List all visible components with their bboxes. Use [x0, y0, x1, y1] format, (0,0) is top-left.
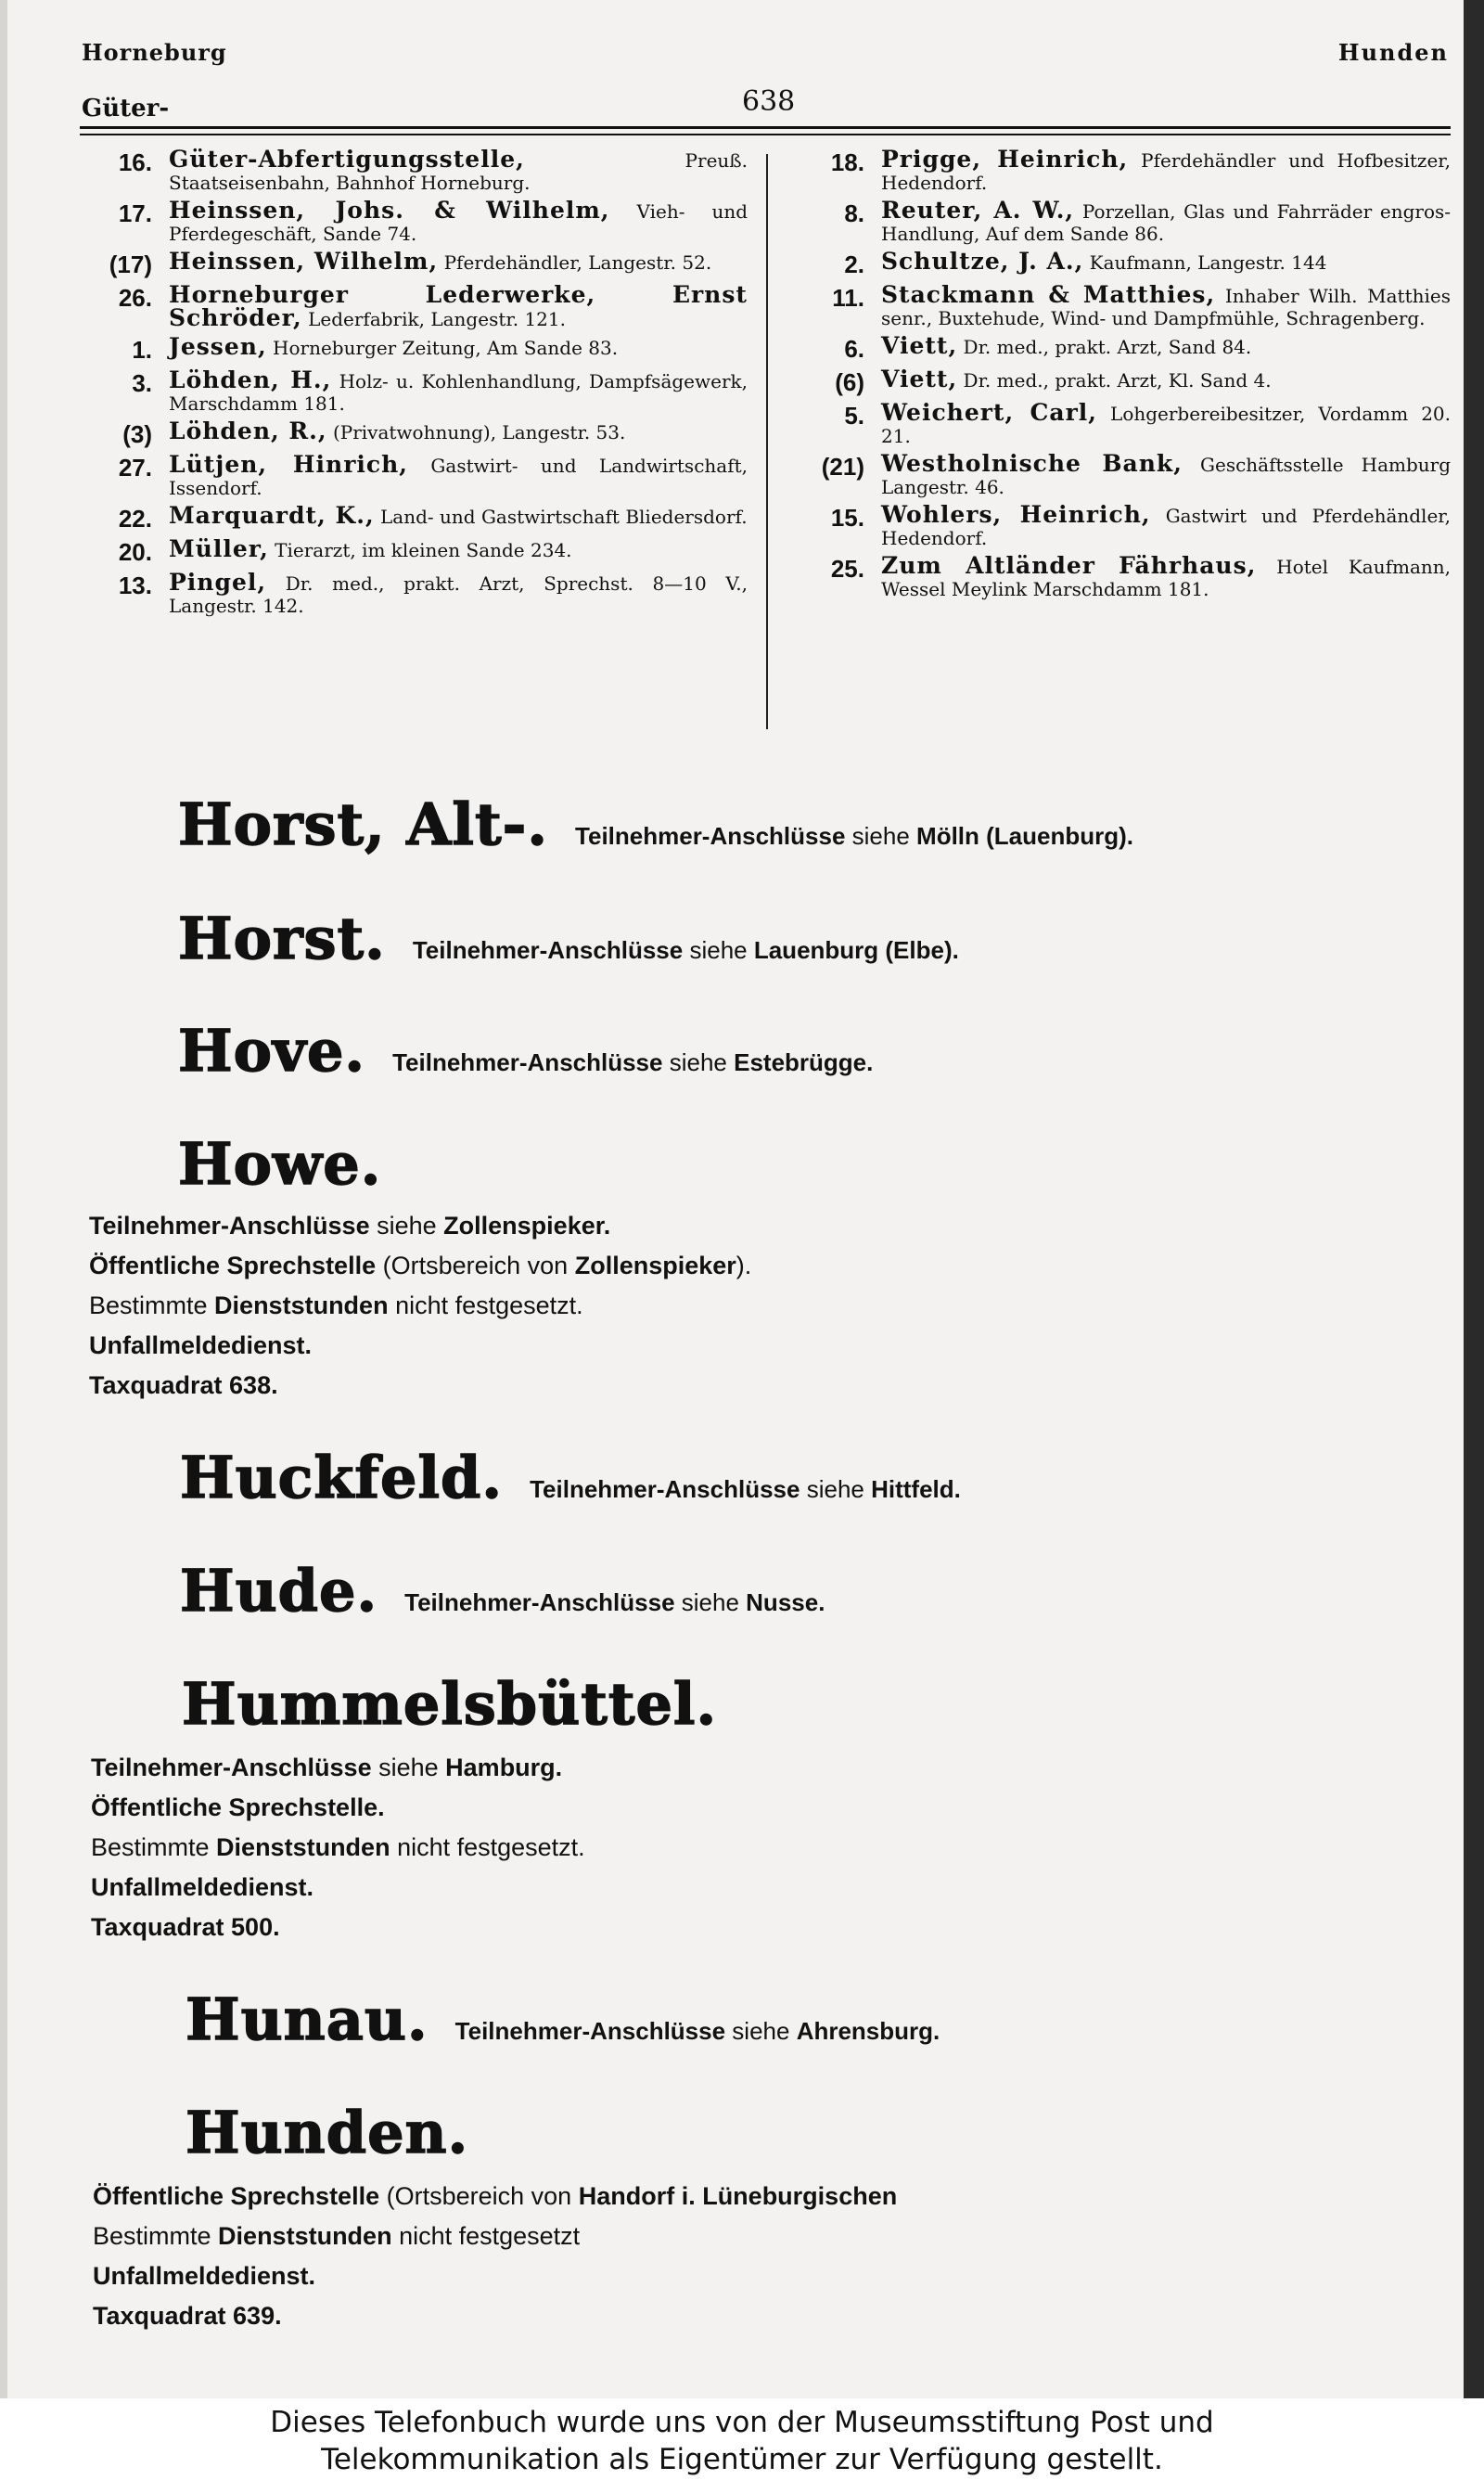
listing-entry	[800, 281, 1452, 329]
entry-name: Zum Altländer Fährhaus,	[881, 552, 1257, 579]
entry-text	[881, 148, 1451, 194]
entry-number: (17)	[109, 251, 152, 278]
entry-name: Lütjen, Hinrich,	[169, 451, 408, 478]
entry-number: 1.	[132, 336, 152, 364]
hunden-line-tax	[93, 2296, 282, 2335]
entry-text	[881, 399, 1452, 447]
label: Teilnehmer-Anschlüsse	[91, 1754, 372, 1781]
entry-details: Pferdehändler und Hofbesitzer, Hedendorf.	[881, 149, 1451, 194]
entry-name: Reuter, A. W.,	[881, 197, 1075, 224]
place-reference	[455, 2017, 940, 2046]
reference-target: Hittfeld.	[871, 1475, 961, 1503]
entry-details: Hotel Kaufmann, Wessel Meylink Marschdamm 181.	[881, 556, 1452, 600]
howe-line-connections	[89, 1206, 610, 1245]
entry-details: Pferdehändler, Langestr. 52.	[443, 251, 712, 274]
place-hude	[180, 1557, 1484, 1625]
howe-line-accident	[89, 1326, 312, 1365]
column-separator	[766, 154, 768, 729]
entry-text	[881, 199, 1451, 245]
label: Öffentliche Sprechstelle	[89, 1252, 377, 1279]
entry-number: 15.	[830, 504, 864, 532]
header-rule-thin	[80, 134, 1451, 135]
place-hummelsbuettel	[182, 1670, 1484, 1738]
entry-name: Weichert, Carl,	[881, 399, 1097, 426]
place-hove	[178, 1017, 1484, 1085]
entry-details: Lohgerbereibesitzer, Vordamm 20. 21.	[881, 403, 1452, 447]
siehe: siehe	[377, 1212, 437, 1240]
reference-label: Teilnehmer-Anschlüsse	[454, 2017, 726, 2045]
listing-entry	[87, 502, 748, 533]
reference-word: siehe	[681, 1588, 739, 1616]
reference-target: Estebrügge.	[734, 1048, 874, 1076]
entry-number: 13.	[118, 572, 152, 599]
reference-label: Teilnehmer-Anschlüsse	[392, 1048, 663, 1076]
entry-name: Viett,	[881, 366, 958, 392]
entry-name: Löhden, R.,	[169, 418, 327, 444]
entry-name: Heinssen, Wilhelm,	[169, 248, 439, 275]
entry-text	[169, 366, 748, 415]
header-left-place: Horneburg	[82, 39, 227, 66]
listing-entry	[800, 332, 1451, 363]
a: Bestimmte	[91, 1833, 210, 1861]
entry-details: Geschäftsstelle Hamburg Langestr. 46.	[881, 454, 1451, 498]
place-title: Horst, Alt-.	[178, 790, 548, 858]
entry-text	[169, 569, 748, 617]
hunden-line-public-station	[93, 2177, 897, 2216]
reference-target: Lauenburg (Elbe).	[753, 936, 959, 964]
listing-entry	[87, 451, 748, 499]
entry-text	[169, 420, 748, 448]
entry-number: 27.	[118, 454, 152, 482]
entry-number: 11.	[832, 284, 864, 312]
b: Dienststunden	[216, 1833, 390, 1861]
entry-number: 26.	[118, 284, 152, 312]
entry-name: Heinssen, Johs. & Wilhelm,	[169, 197, 610, 224]
place-title: Hunau.	[186, 1985, 429, 2053]
entry-number: 16.	[118, 148, 152, 176]
listing-entry	[800, 248, 1451, 278]
place-title: Howe.	[178, 1130, 382, 1198]
entry-details: Vieh- und Pferdegeschäft, Sande 74.	[169, 200, 748, 245]
c: nicht festgesetzt	[399, 2222, 581, 2250]
entry-text	[169, 451, 748, 499]
listing-entry	[87, 569, 748, 617]
entry-name: Jessen,	[169, 333, 267, 360]
target: Hamburg.	[445, 1754, 563, 1781]
listing-entry	[800, 399, 1452, 447]
place-reference	[404, 1588, 825, 1617]
page-number: 638	[742, 85, 796, 118]
text: Taxquadrat 639.	[93, 2302, 282, 2330]
hummelsbuettel-line-tax	[91, 1908, 280, 1947]
entry-number: 22.	[118, 505, 152, 533]
listing-entry	[800, 368, 1451, 396]
entry-details: Horneburger Zeitung, Am Sande 83.	[273, 337, 619, 359]
hunden-line-hours	[93, 2217, 580, 2255]
reference-word: siehe	[851, 822, 910, 850]
entry-text	[169, 248, 748, 278]
reference-word: siehe	[669, 1048, 727, 1076]
entry-details: Gastwirt und Pferdehändler, Hedendorf.	[881, 505, 1452, 549]
entry-name: Wohlers, Heinrich,	[881, 501, 1151, 528]
listing-entry	[87, 199, 748, 245]
listing-entry	[87, 366, 748, 415]
entry-details: Porzellan, Glas und Fahrräder engros-Handlung, Auf dem Sande 86.	[881, 200, 1452, 245]
entry-text	[881, 552, 1452, 600]
reference-label: Teilnehmer-Anschlüsse	[575, 822, 846, 850]
entry-number: 18.	[830, 148, 864, 176]
howe-line-public-station	[89, 1246, 751, 1285]
entry-name: Westholnische Bank,	[881, 450, 1183, 477]
siehe: siehe	[378, 1754, 439, 1781]
place-horst-alt	[178, 790, 1484, 858]
reference-word: siehe	[689, 936, 748, 964]
entry-name: Löhden, H.,	[169, 366, 332, 393]
reference-label: Teilnehmer-Anschlüsse	[404, 1588, 675, 1616]
place-horst	[178, 905, 1484, 972]
reference-target: Mölln (Lauenburg).	[916, 822, 1134, 850]
place-title: Huckfeld.	[180, 1444, 503, 1511]
copyright-footer	[0, 2398, 1484, 2480]
entry-text	[881, 281, 1452, 329]
entry-number: (3)	[122, 420, 152, 448]
entry-text	[881, 501, 1452, 549]
place-reference	[392, 1048, 873, 1077]
entry-text	[881, 248, 1451, 278]
listing-entry	[87, 535, 748, 566]
entry-details: Land- und Gastwirtschaft Bliedersdorf.	[380, 506, 748, 528]
listing-entry	[800, 450, 1451, 498]
entry-text	[169, 502, 748, 533]
target: Handorf i. Lüneburgischen	[578, 2182, 898, 2210]
reference-label: Teilnehmer-Anschlüsse	[530, 1475, 800, 1503]
a: Bestimmte	[89, 1291, 208, 1319]
entry-text	[169, 199, 748, 245]
left-listing-column	[87, 148, 748, 623]
entry-number: (21)	[821, 453, 864, 481]
c: nicht festgesetzt.	[395, 1291, 583, 1319]
entry-details: Inhaber Wilh. Matthies senr., Buxtehude, Wind- und Dampfmühle, Schragenberg.	[881, 285, 1452, 329]
text: Taxquadrat 500.	[91, 1913, 280, 1941]
howe-line-hours	[89, 1286, 583, 1325]
entry-details: Dr. med., prakt. Arzt, Sand 84.	[963, 336, 1252, 358]
place-hunau	[186, 1985, 1484, 2053]
b: Dienststunden	[218, 2222, 392, 2250]
entry-number: 3.	[132, 369, 152, 397]
listing-entry	[87, 148, 748, 194]
entry-text	[169, 535, 748, 566]
area: (Ortsbereich von	[382, 1252, 569, 1279]
listing-entry	[800, 199, 1451, 245]
entry-number: 8.	[844, 199, 864, 227]
entry-name: Pingel,	[169, 569, 267, 596]
entry-details: Preuß. Staatseisenbahn, Bahnhof Horneburg.	[169, 149, 748, 194]
reference-word: siehe	[732, 2017, 790, 2045]
c: nicht festgesetzt.	[397, 1833, 585, 1861]
entry-number: (6)	[835, 368, 864, 396]
footer-line-1: Dieses Telefonbuch wurde uns von der Museumsstiftung Post und	[270, 2406, 1214, 2439]
reference-label: Teilnehmer-Anschlüsse	[412, 936, 684, 964]
place-title: Horst.	[178, 905, 386, 972]
text: Taxquadrat 638.	[89, 1371, 278, 1399]
listing-entry	[87, 333, 748, 364]
place-howe	[178, 1130, 1484, 1198]
right-listing-column	[800, 148, 1451, 606]
place-reference	[575, 822, 1133, 851]
header-left-sub: Güter-	[82, 95, 170, 122]
place-title: Hummelsbüttel.	[182, 1670, 718, 1738]
entry-text	[169, 148, 748, 194]
entry-name: Marquardt, K.,	[169, 502, 375, 529]
entry-details: (Privatwohnung), Langestr. 53.	[332, 421, 626, 443]
entry-text	[881, 368, 1451, 396]
header-right-place: Hunden	[1337, 39, 1449, 66]
place-reference	[413, 936, 959, 965]
hummelsbuettel-line-hours	[91, 1828, 585, 1867]
target: Zollenspieker	[574, 1252, 736, 1279]
entry-number: 2.	[844, 251, 864, 278]
entry-details: Dr. med., prakt. Arzt, Kl. Sand 4.	[963, 369, 1272, 392]
listing-entry	[87, 281, 748, 331]
place-title: Hude.	[180, 1557, 378, 1625]
close: ).	[736, 1252, 752, 1279]
entry-name: Müller,	[169, 535, 269, 562]
footer-line-2: Telekommunikation als Eigentümer zur Verfügung gestellt.	[321, 2443, 1163, 2476]
entry-number: 25.	[830, 555, 864, 583]
place-huckfeld	[180, 1444, 1484, 1511]
page-left-edge	[0, 0, 7, 2398]
entry-text	[881, 450, 1451, 498]
entry-number: 20.	[118, 538, 152, 566]
listing-entry	[800, 501, 1452, 549]
entry-number: 6.	[844, 335, 864, 363]
entry-text	[881, 332, 1451, 363]
entry-details: Dr. med., prakt. Arzt, Sprechst. 8—10 V., Langestr. 142.	[169, 572, 748, 617]
text: Unfallmeldedienst.	[93, 2262, 316, 2290]
entry-details: Lederfabrik, Langestr. 121.	[308, 308, 566, 330]
reference-target: Nusse.	[746, 1588, 825, 1616]
entry-name: Viett,	[881, 332, 958, 359]
entry-text	[169, 333, 748, 364]
text: Öffentliche Sprechstelle.	[91, 1793, 385, 1821]
place-title: Hunden.	[186, 2099, 469, 2166]
howe-line-tax	[89, 1366, 278, 1405]
entry-details: Tierarzt, im kleinen Sande 234.	[275, 539, 572, 561]
area: (Ortsbereich von	[386, 2182, 572, 2210]
label: Öffentliche Sprechstelle	[93, 2182, 380, 2210]
entry-number: 5.	[844, 402, 864, 430]
listing-entry	[800, 148, 1451, 194]
place-title: Hove.	[178, 1017, 365, 1085]
entry-name: Güter-Abfertigungsstelle,	[169, 146, 525, 173]
text: Unfallmeldedienst.	[91, 1873, 314, 1901]
a: Bestimmte	[93, 2222, 211, 2250]
entry-name: Stackmann & Matthies,	[881, 281, 1216, 308]
hunden-line-accident	[93, 2256, 315, 2295]
reference-word: siehe	[806, 1475, 864, 1503]
b: Dienststunden	[214, 1291, 389, 1319]
reference-target: Ahrensburg.	[796, 2017, 940, 2045]
entry-details: Gastwirt- und Landwirtschaft, Issendorf.	[169, 455, 748, 499]
entry-name: Horneburger Lederwerke, Ernst Schröder,	[169, 281, 748, 331]
entry-details: Kaufmann, Langestr. 144	[1089, 251, 1327, 274]
entry-name: Schultze, J. A.,	[881, 248, 1084, 275]
entry-details: Holz- u. Kohlenhandlung, Dampfsägewerk, Marschdamm 181.	[169, 370, 748, 415]
entry-name: Prigge, Heinrich,	[881, 146, 1129, 173]
place-hunden	[186, 2099, 1484, 2166]
place-reference	[530, 1475, 961, 1504]
listing-entry	[800, 552, 1452, 600]
text: Unfallmeldedienst.	[89, 1331, 313, 1359]
listing-entry	[87, 420, 748, 448]
header-rule-thick	[80, 126, 1451, 129]
entry-text	[169, 281, 748, 331]
entry-number: 17.	[118, 199, 152, 227]
hummelsbuettel-line-connections	[91, 1748, 562, 1787]
label: Teilnehmer-Anschlüsse	[89, 1212, 370, 1240]
hummelsbuettel-line-public-station	[91, 1788, 385, 1827]
listing-entry	[87, 248, 748, 278]
target: Zollenspieker.	[443, 1212, 611, 1240]
hummelsbuettel-line-accident	[91, 1868, 313, 1907]
